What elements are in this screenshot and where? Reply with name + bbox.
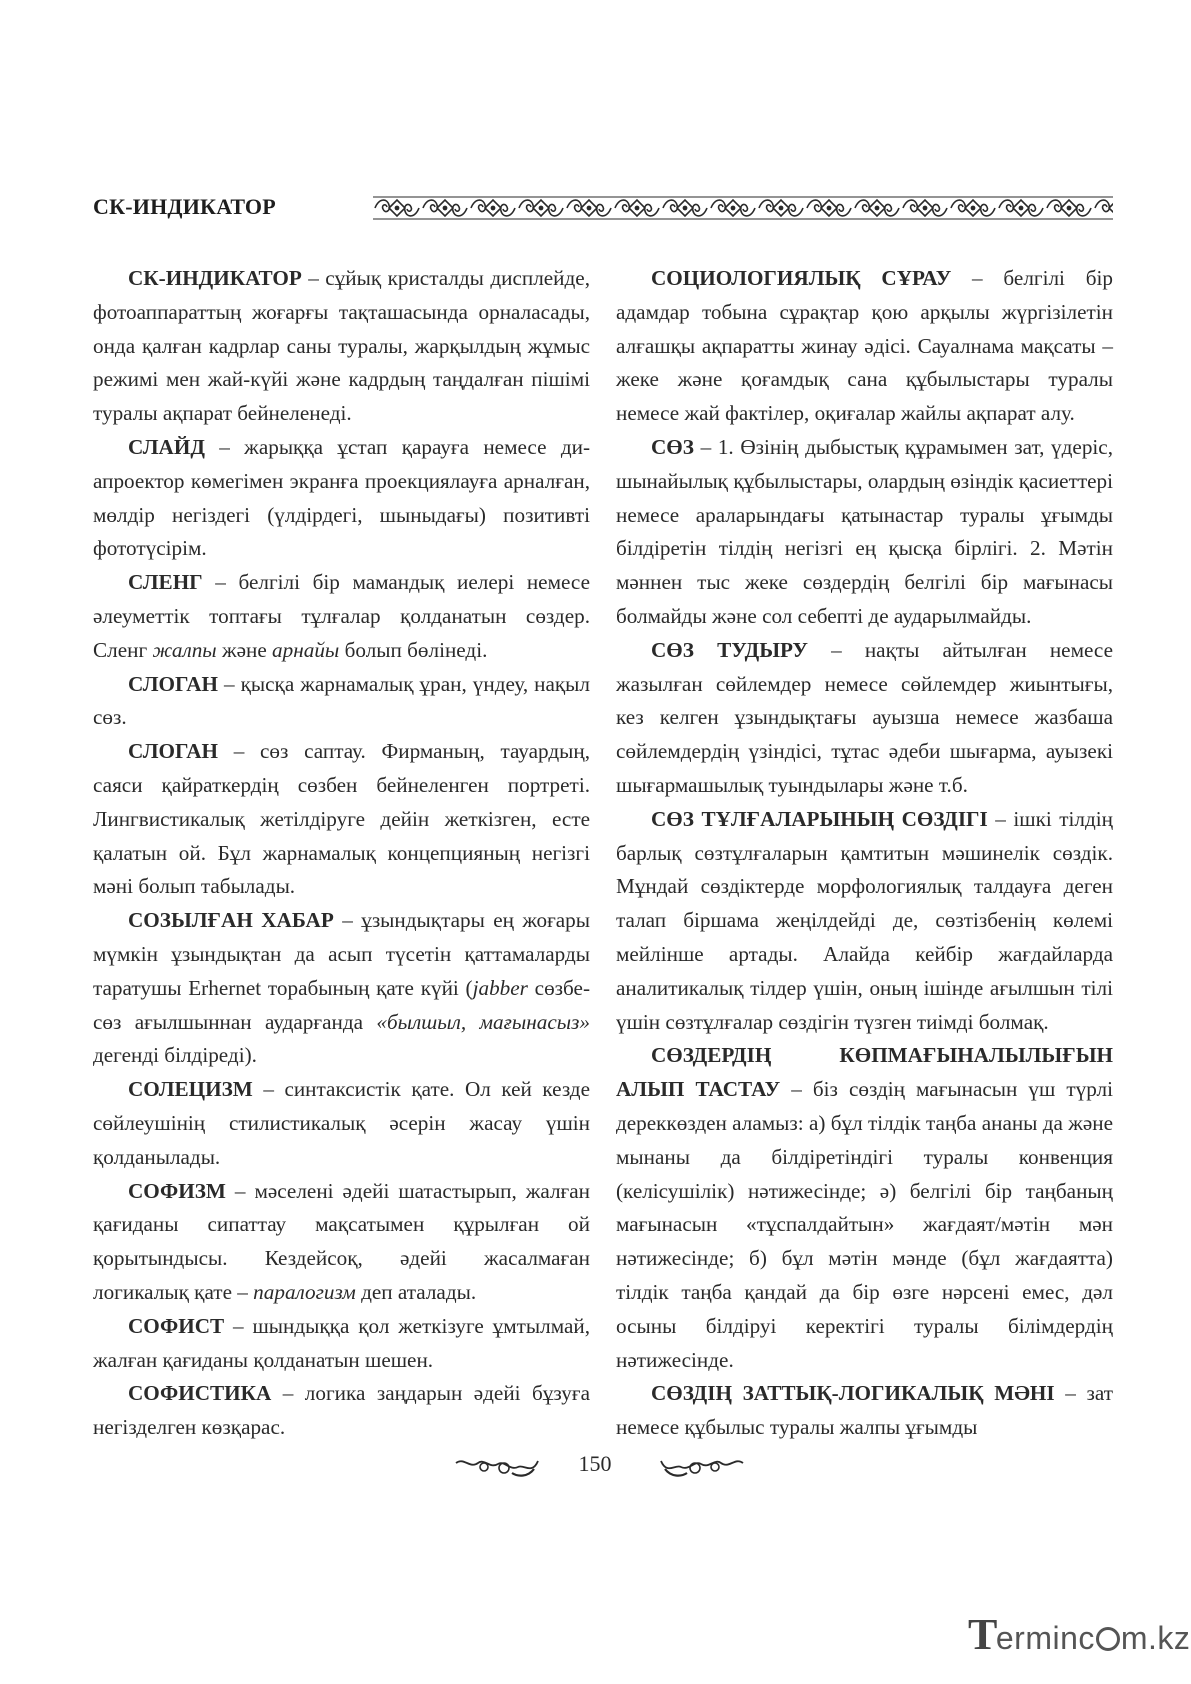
entry-definition: – шындыққа қол жеткізуге ұмтылмай, жалған қағиданы қолданатын шешен. xyxy=(93,1313,590,1372)
dictionary-entry xyxy=(93,735,590,904)
page-footer xyxy=(0,1447,1191,1487)
watermark-text-start: erminc xyxy=(995,1620,1095,1656)
entry-definition: – сөз саптау. Фирманың, тауардың, саяси қайраткердің сөзбен бейнеленген портреті. Лингвистикалық жетілдіруге дейін жеткізген, есте қалатын ой. Бұл жарнамалық концепцияның негізгі мәні болып табылады. xyxy=(93,739,590,899)
flourish-right-icon xyxy=(660,1453,745,1479)
dictionary-entry xyxy=(616,803,1113,1040)
entry-italic: «былшыл, мағынасыз» xyxy=(376,1009,590,1034)
watermark-logo xyxy=(968,1609,1191,1659)
entry-definition: сөзбе-сөз ағылшыннан аударғанда xyxy=(93,975,591,1034)
right-column xyxy=(616,262,1113,1445)
flourish-left-icon xyxy=(454,1453,539,1479)
entry-definition: – ұзындықтары ең жоғары мүмкін ұзындықтан да асып түсетін қаттамаларды таратушы Erhernet торабының қате күйі ( xyxy=(93,908,590,1000)
entry-term: СЛОГАН xyxy=(128,739,218,764)
entry-italic: жалпы xyxy=(152,637,217,662)
watermark-initial: T xyxy=(968,1610,998,1659)
entry-definition: болып бөлінеді. xyxy=(339,637,488,662)
dictionary-entry xyxy=(93,1377,590,1445)
entry-italic: паралогизм xyxy=(253,1279,356,1304)
entry-term: СӨЗ xyxy=(651,434,694,459)
entry-definition: – зат немесе құбылыс туралы жалпы ұғымды xyxy=(616,1381,1113,1440)
entry-definition: – белгілі бір адамдар тобына сұрақтар қою арқылы жүргізілетін алғашқы ақпаратты жинау әдісі. Сауалнама мақсаты – жеке және қоғамдық сана құбылыстары туралы немесе жай фактілер, оқиғалар жайлы ақпарат алу. xyxy=(616,266,1113,426)
entry-definition: – белгілі бір мамандық иелері немесе әлеуметтік топтағы тұлғалар қолданатын сөздер. Сленг xyxy=(93,570,590,662)
entry-term: СЛАЙД xyxy=(128,434,205,459)
dictionary-entry xyxy=(616,262,1113,431)
dictionary-entry xyxy=(616,1039,1113,1377)
entry-definition: – қысқа жарнамалық ұран, үндеу, нақыл сөз. xyxy=(93,671,590,730)
dictionary-entry xyxy=(616,634,1113,803)
ornament-band-icon xyxy=(373,195,1113,221)
entry-term: СӨЗ ТУДЫРУ xyxy=(651,637,808,662)
dictionary-entry xyxy=(616,431,1113,634)
running-title: СК-ИНДИКАТОР xyxy=(93,194,276,219)
entry-term: СЛЕНГ xyxy=(128,570,203,595)
dictionary-entry xyxy=(616,1377,1113,1445)
entry-definition: – нақты айтылған немесе жазылған сөйлемдер немесе сөйлемдер жиынтығы, кез келген ұзындықтағы ауызша немесе жазбаша сөйлемдердің үзіндісі, тұтас әдеби шығарма, ауызекі шығармашылық туындылары және т.б. xyxy=(616,637,1113,797)
entry-term: СК-ИНДИКАТОР xyxy=(128,266,302,290)
entry-term: СЛОГАН xyxy=(128,671,218,696)
dictionary-entry xyxy=(93,1175,590,1310)
page-number: 150 xyxy=(578,1451,612,1476)
dictionary-entry xyxy=(93,1073,590,1174)
entry-term: СОЦИОЛОГИЯЛЫҚ СҰРАУ xyxy=(651,266,952,290)
entry-definition: – 1. Өзінің дыбыстық құрамымен зат, үдеріс, шынайылық құбылыстары, олардың өзіндік қасиеттері немесе араларындағы қатынастар туралы ұғымды білдіретін тілдің негізгі ең қысқа бірлігі. 2. Мәтін мәннен тыс жеке сөздердің белгілі бір мағынасы болмайды және сол себепті де аударылмайды. xyxy=(616,434,1113,628)
entry-definition: – жарыққа ұстап қарауға немесе диапроектор көмегімен экранға проекциялауға арналған, мөлдір негіздегі (үлдірдегі, шыныдағы) позитивті фототүсірім. xyxy=(93,434,590,561)
entry-term: СӨЗ ТҰЛҒАЛАРЫНЫҢ СӨЗДІГІ xyxy=(651,806,988,831)
watermark-o-ring-icon xyxy=(1096,1627,1120,1651)
entry-term: СОЛЕЦИЗМ xyxy=(128,1077,253,1102)
entry-term: СӨЗДЕРДІҢ КӨПМАҒЫНАЛЫЛЫҒЫН АЛЫП ТАСТАУ xyxy=(616,1043,1113,1102)
dictionary-entry xyxy=(93,566,590,667)
entry-italic: jabber xyxy=(472,975,528,1000)
entry-definition: – ішкі тілдің барлық сөзтұлғаларын қамтитын мәшинелік сөздік. Мұндай сөздіктерде морфологиялық талдауға деген талап біршама жеңілдейді де, сөзтізбенің көлемі мейлінше артады. Алайда кейбір жағдайларда аналитикалық тілдер үшін, оның ішінде ағылшын тілі үшін сөзтұлғалар сөздігін түзген тиімді болмақ. xyxy=(616,806,1113,1034)
dictionary-entry xyxy=(93,904,590,1073)
entry-definition: – синтаксистік қате. Ол кей кезде сөйлеушінің стилистикалық әсерін жасау үшін қолданылады. xyxy=(93,1077,590,1169)
entry-term: СОФИСТ xyxy=(128,1313,225,1338)
entry-definition: – сұйық кристалды дисплейде, фотоаппараттың жоғарғы тақташасында орналасады, онда қалған кадрлар саны туралы, жарқылдың жұмыс режимі мен жай-күйі және кадрдың таңдалған пішімі туралы ақпарат бейнеленеді. xyxy=(93,266,590,426)
dictionary-entry xyxy=(93,1310,590,1378)
entry-term: СОЗЫЛҒАН ХАБАР xyxy=(128,908,334,933)
entry-definition: дегенді білдіреді). xyxy=(93,1043,257,1068)
entry-italic: арнайы xyxy=(272,637,340,662)
entry-definition: – логика заңдарын әдейі бұзуға негізделген көзқарас. xyxy=(93,1381,590,1440)
entry-term: СОФИСТИКА xyxy=(128,1381,272,1406)
dictionary-entry xyxy=(93,431,590,566)
entry-definition: – мәселені әдейі шатастырып, жалған қағиданы сипаттау мақсатымен құрылған ой қорытындысы. Кездейсоқ, әдейі жасалмаған логикалық қате – xyxy=(93,1178,590,1304)
dictionary-entry xyxy=(93,668,590,736)
left-column xyxy=(93,262,590,1445)
entry-definition: деп аталады. xyxy=(355,1279,477,1304)
entry-definition: және xyxy=(216,637,273,662)
watermark-text-end: m.kz xyxy=(1120,1620,1191,1656)
entry-term: СӨЗДІҢ ЗАТТЫҚ-ЛОГИКАЛЫҚ МӘНІ xyxy=(651,1381,1055,1406)
entry-term: СОФИЗМ xyxy=(128,1178,226,1203)
dictionary-entry xyxy=(93,262,590,431)
entry-definition: – біз сөздің мағынасын үш түрлі дереккөзден аламыз: а) бұл тілдік таңба ананы да және мынаны да білдіретіндігі туралы конвенция (келісушілік) нәтижесінде; ә) белгілі бір таңбаның мағынасын «тұспалдайтын» жағдаят/мәтін мән нәтижесінде; б) бұл мәтін мәнде (бұл жағдаятта) тілдік таңба қандай да бір өзге нәрсені емес, дәл осыны білдіруі керектігі туралы білімдердің нәтижесінде. xyxy=(616,1077,1114,1372)
